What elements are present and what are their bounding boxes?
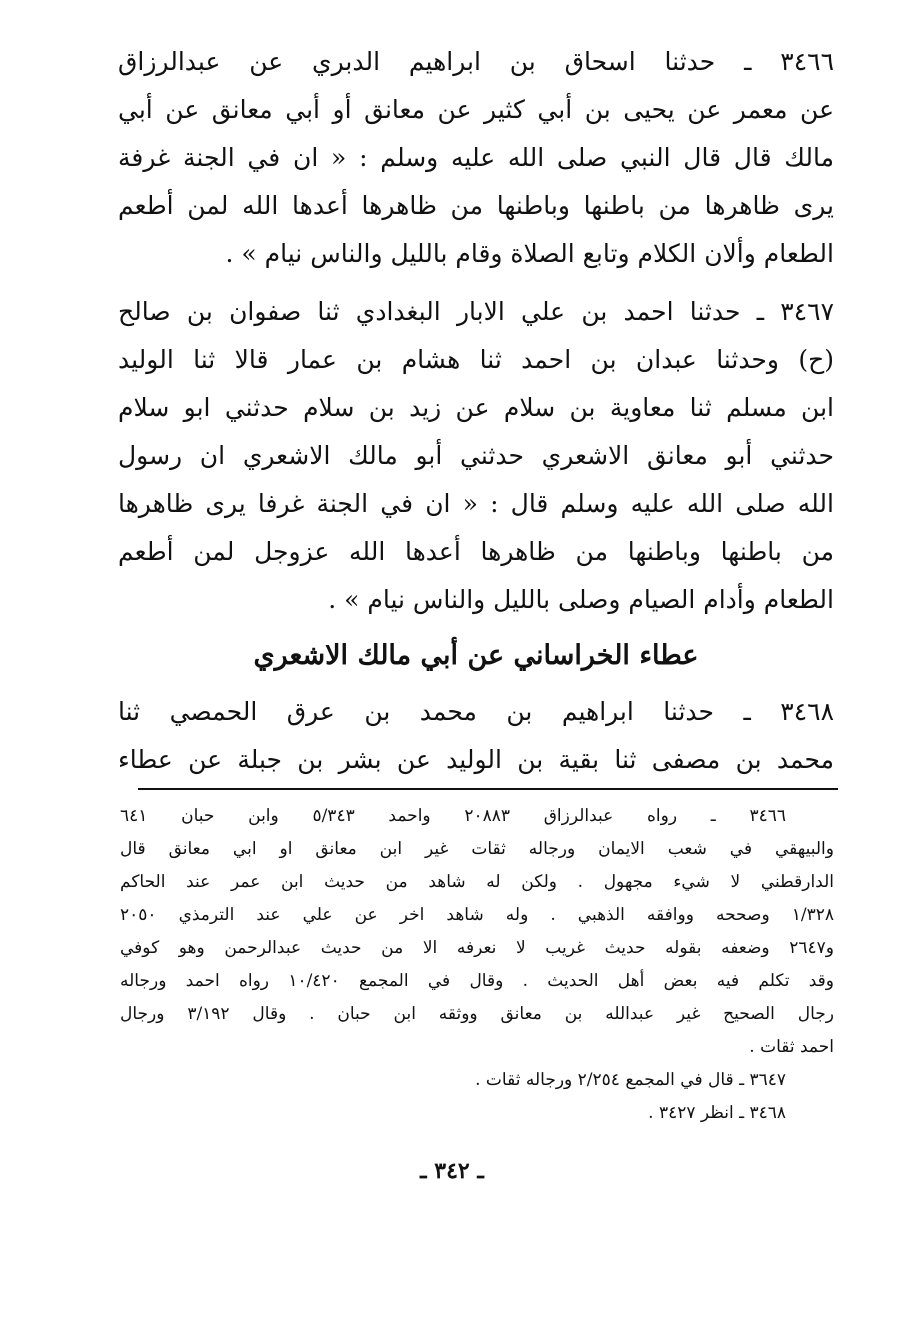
footnote-line: والبيهقي في شعب الايمان ورجاله ثقات غير ابن معانق او ابي معانق قال <box>120 839 834 859</box>
hadith-3467 <box>118 288 834 624</box>
text-line: مالك قال قال النبي صلى الله عليه وسلم : « ان في الجنة غرفة <box>118 143 834 172</box>
text-line: حدثني أبو معانق الاشعري حدثني أبو مالك الاشعري ان رسول <box>118 441 834 470</box>
section-heading: عطاء الخراساني عن أبي مالك الاشعري <box>253 640 699 671</box>
main-text <box>118 38 834 784</box>
text-line: محمد بن مصفى ثنا بقية بن الوليد عن بشر بن جبلة عن عطاء <box>118 745 834 774</box>
text-line: من باطنها وباطنها من ظاهرها أعدها الله عزوجل لمن أطعم <box>118 537 834 566</box>
footnote-line: ١/٣٢٨ وصححه ووافقه الذهبي . وله شاهد اخر عن علي عند الترمذي ٢٠٥٠ <box>120 905 834 925</box>
page-number: ـ ٣٤٢ ـ <box>420 1158 484 1184</box>
text-line: يرى ظاهرها من باطنها وباطنها من ظاهرها أعدها الله لمن أطعم <box>118 191 834 220</box>
footnote-line: و٢٦٤٧ وضعفه بقوله حديث غريب لا نعرفه الا من حديث عبدالرحمن وهو كوفي <box>120 938 834 958</box>
footnote-line: وقد تكلم فيه بعض أهل الحديث . وقال في المجمع ١٠/٤٢٠ رواه احمد ورجاله <box>120 971 834 991</box>
text-line: (ح) وحدثنا عبدان بن احمد ثنا هشام بن عمار قالا ثنا الوليد <box>118 345 834 374</box>
text-line: ٣٤٦٨ ـ حدثنا ابراهيم بن محمد بن عرق الحمصي ثنا <box>118 697 834 726</box>
footnote-line: ٣٤٦٦ ـ رواه عبدالرزاق ٢٠٨٨٣ واحمد ٥/٣٤٣ وابن حبان ٦٤١ <box>120 806 786 826</box>
text-line: ابن مسلم ثنا معاوية بن سلام عن زيد بن سلام حدثني ابو سلام <box>118 393 834 422</box>
footnote-3467: ٣٦٤٧ ـ قال في المجمع ٢/٢٥٤ ورجاله ثقات . <box>475 1070 786 1090</box>
footnote-line: الدارقطني لا شيء مجهول . ولكن له شاهد من حديث ابن عمر عند الحاكم <box>120 872 834 892</box>
hadith-3466 <box>118 38 834 278</box>
footnote-line: احمد ثقات . <box>749 1037 834 1057</box>
paragraph-gap <box>118 278 834 288</box>
text-line: الطعام وأدام الصيام وصلى بالليل والناس نيام » . <box>328 585 834 614</box>
footnote-3468: ٣٤٦٨ ـ انظر ٣٤٢٧ . <box>648 1103 786 1123</box>
text-line: ٣٤٦٦ ـ حدثنا اسحاق بن ابراهيم الدبري عن عبدالرزاق <box>118 47 834 76</box>
text-line: ٣٤٦٧ ـ حدثنا احمد بن علي الابار البغدادي ثنا صفوان بن صالح <box>118 297 834 326</box>
text-line: الطعام وألان الكلام وتابع الصلاة وقام بالليل والناس نيام » . <box>225 239 834 268</box>
text-line: الله صلى الله عليه وسلم قال : « ان في الجنة غرفا يرى ظاهرها <box>118 489 834 518</box>
footnote-divider <box>138 788 838 790</box>
text-line: عن معمر عن يحيى بن أبي كثير عن معانق أو أبي معانق عن أبي <box>118 95 834 124</box>
footnotes <box>120 800 834 1130</box>
footnote-line: رجال الصحيح غير عبدالله بن معانق ووثقه ابن حبان . وقال ٣/١٩٢ ورجال <box>120 1004 834 1024</box>
hadith-3468 <box>118 688 834 784</box>
